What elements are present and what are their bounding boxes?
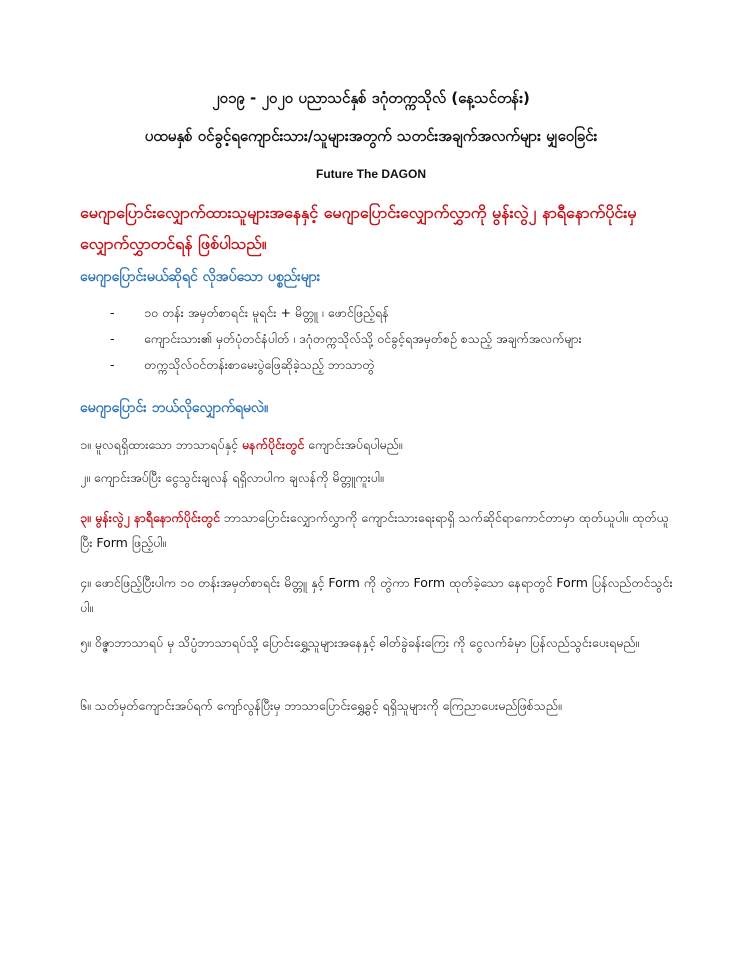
step-6: ၆။ သတ်မှတ်ကျောင်းအပ်ရက် ကျော်လွန်ပြီးမှ ဘာသာပြောင်းရွှေ့ခွင့် ရရှိသူများကို ကြေညာပေးမည်ဖြစ်သည်။ (80, 698, 562, 713)
step-1-text-a: ၁။ မူလရရှိထားသော ဘာသာရပ်နှင့် (80, 437, 242, 452)
list-item: - ၁၀ တန်း အမှတ်စာရင်း မူရင်း + မိတ္တူ ၊ ဖောင်ဖြည့်ရန် (110, 300, 690, 326)
step-3-text: ဘာသာပြောင်းလျှောက်လွှာကို ကျောင်းသားရေးရာရှိ သက်ဆိုင်ရာကောင်တာမှာ ထုတ်ယူပါ။ ထုတ်ယူပြီး Form ဖြည့်ပါ။ (80, 510, 669, 550)
step-2: ၂။ ကျောင်းအပ်ပြီး ငွေသွင်းချလန် ရရှိလာပါက ချလန်ကို မိတ္တူကူးပါ။ (80, 470, 384, 485)
list-item: - ကျောင်းသား၏ မှတ်ပုံတင်နံပါတ် ၊ ဒဂုံတက္ကသိုလ်သို့ ဝင်ခွင့်ရအမှတ်စဉ် စသည့် အချက်အလက်များ (110, 326, 690, 352)
step-4: ၄။ ဖောင်ဖြည့်ပြီးပါက ၁၀ တန်းအမှတ်စာရင်း မိတ္တူ နှင့် Form ကို တွဲကာ Form ထုတ်ခဲ့သော နေရာတွင် Form ပြန်လည်တင်သွင်းပါ။ (80, 575, 673, 615)
page-source: Future The DAGON (316, 167, 426, 181)
step-1-emphasis: မနက်ပိုင်းတွင် (241, 437, 305, 452)
step-1 (80, 432, 680, 457)
lead-notice: မေဂျာပြောင်းလျှောက်ထားသူများအနေနှင့် မေဂျာပြောင်းလျှောက်လွှာကို မွန်းလွဲ၂ နာရီနောက်ပိုင်းမှ လျှောက်လွှာတင်ရန် ဖြစ်ပါသည်။ (80, 203, 637, 253)
requirements-heading: မေဂျာပြောင်းမယ်ဆိုရင် လိုအပ်သော ပစ္စည်းများ (80, 269, 321, 285)
step-1-text-b: ကျောင်းအပ်ရပါမည်။ (304, 437, 403, 452)
page-title-year: ၂၀၁၉ - ၂၀၂၀ ပညာသင်နှစ် ဒဂုံတက္ကသိုလ် (နေ့သင်တန်း) (212, 89, 530, 107)
list-item: - တက္ကသိုလ်ဝင်တန်းစာမေးပွဲဖြေဆိုခဲ့သည့် ဘာသာတွဲ (110, 352, 690, 378)
page-title-subject: ပထမနှစ် ဝင်ခွင့်ရကျောင်းသား/သူများအတွက် သတင်းအချက်အလက်များ မျှဝေခြင်း (144, 127, 598, 145)
steps-heading: မေဂျာပြောင်း ဘယ်လိုလျှောက်ရမလဲ။ (80, 400, 269, 416)
requirements-list (110, 300, 690, 378)
step-3 (80, 505, 680, 555)
step-5: ၅။ ဝိဇ္ဇာဘာသာရပ် မှ သိပ္ပံဘာသာရပ်သို့ ပြောင်းရွှေ့သူများအနေနှင့် ဓါတ်ခွဲခန်းကြေး ကို ငွေလက်ခံမှာ ပြန်လည်သွင်းပေးရမည်။ (80, 635, 640, 650)
step-3-emphasis: မွန်းလွဲ၂ နာရီနောက်ပိုင်းတွင် (95, 510, 220, 525)
step-3-number: ၃။ (80, 510, 96, 525)
